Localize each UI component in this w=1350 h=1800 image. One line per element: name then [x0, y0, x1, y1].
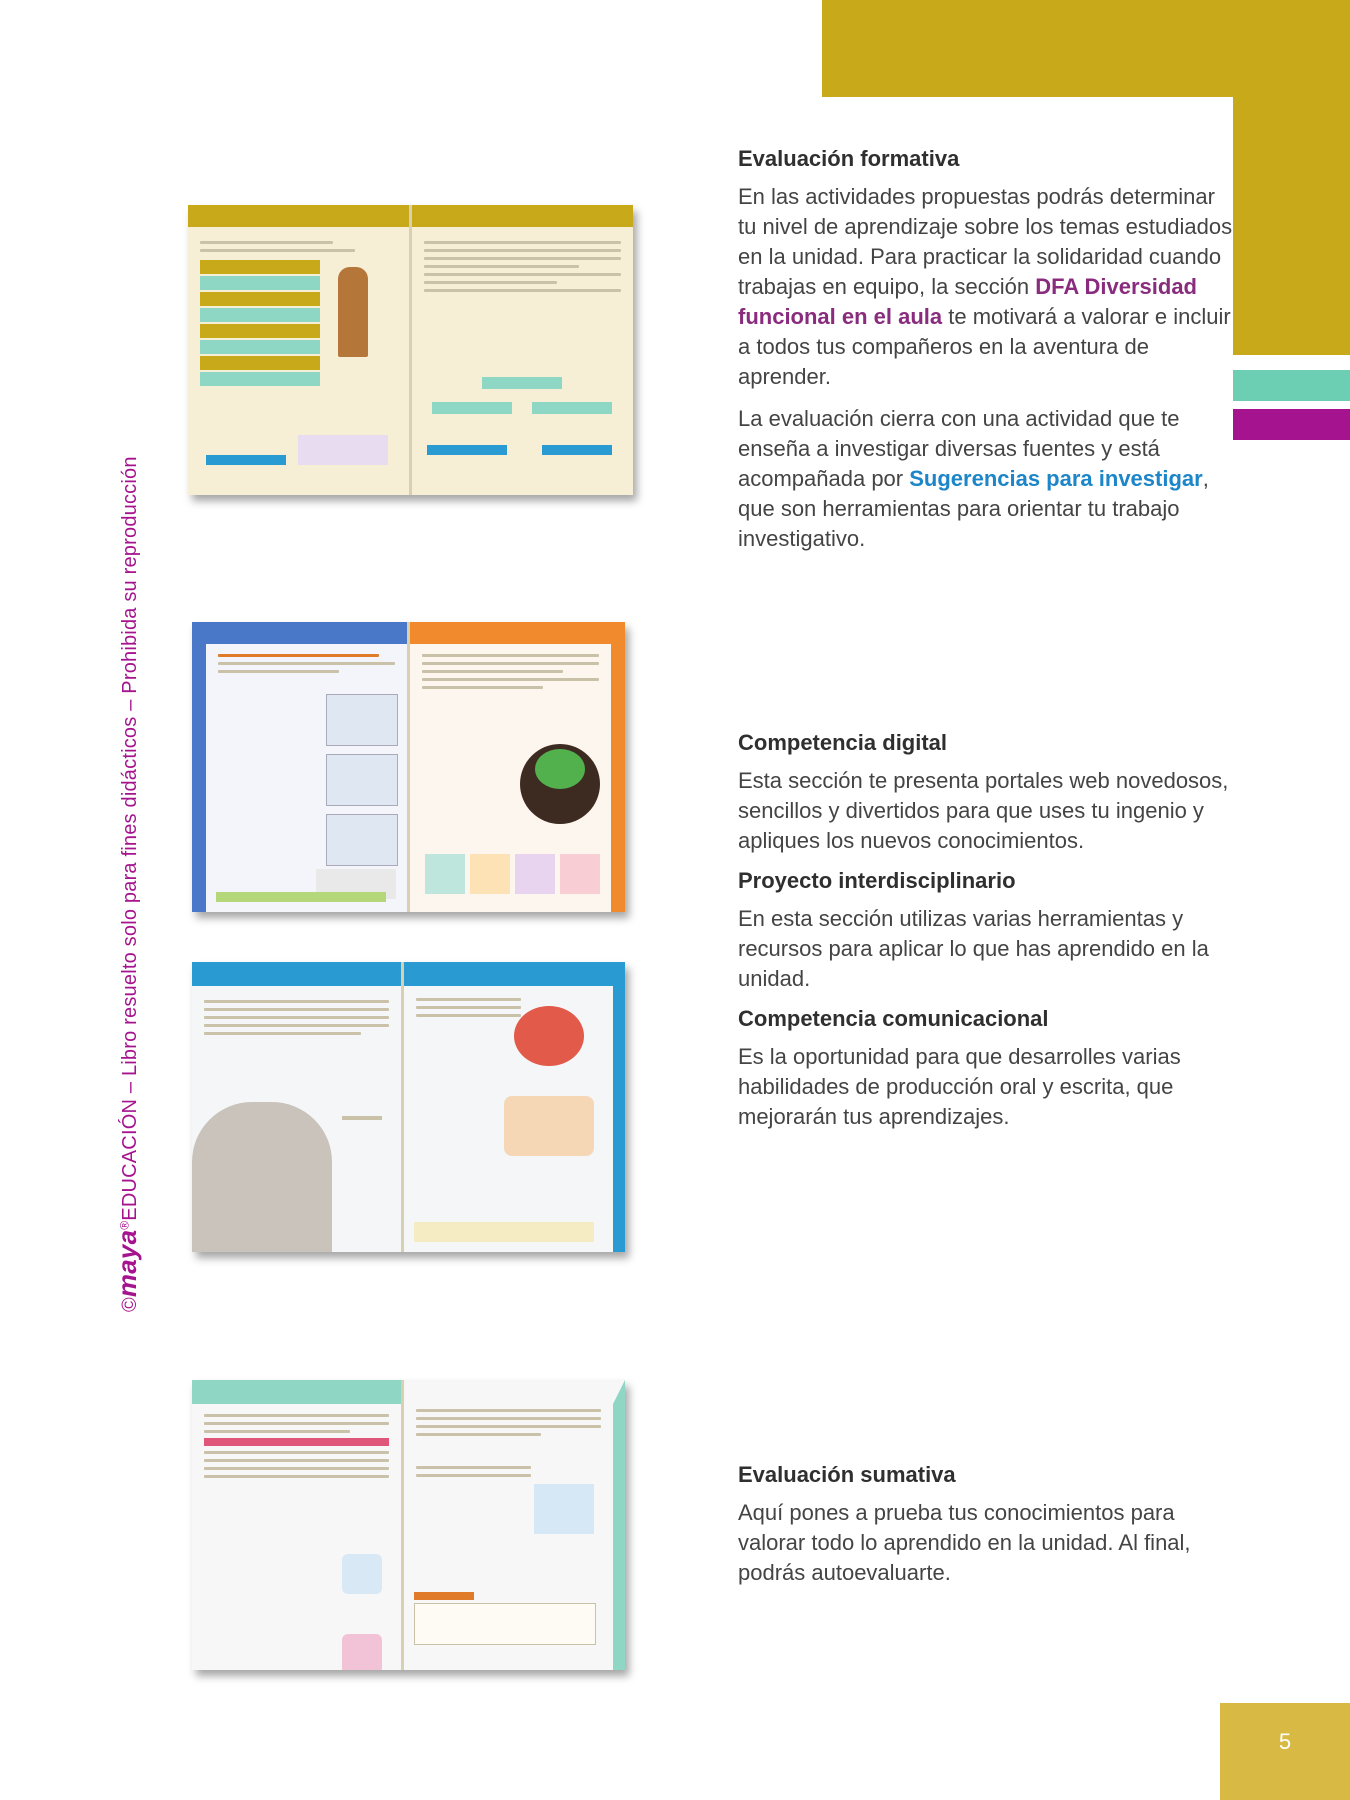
thumb-taller-title: Evaluación formativa: [248, 210, 339, 220]
paragraph-text: La evaluación cierra con una actividad que te enseña a investigar diversas fuentes y está acompañada por: [738, 406, 1180, 491]
section-paragraph: Es la oportunidad para que desarrolles varias habilidades de producción oral y escrita, que mejorarán tus aprendizajes.: [738, 1044, 1181, 1129]
section-title: Competencia comunicacional: [738, 1006, 1049, 1031]
thumbnail-competencia-digital: [192, 622, 625, 912]
paragraph-text: te motivará a valorar e incluir a todos tus compañeros en la aventura de aprender.: [738, 304, 1231, 389]
thumbnail-competencia-comunicacional: [192, 962, 625, 1252]
side-gold-band: [1233, 97, 1350, 355]
copyright-text: EDUCACIÓN – Libro resuelto solo para fines didácticos – Prohibida su reproducción: [119, 456, 141, 1221]
top-gold-band: [822, 0, 1350, 97]
thumb-digital-page: [192, 622, 407, 912]
registered-mark: ®: [117, 1220, 132, 1230]
thumb-sumativa-left: [192, 1380, 401, 1670]
section-paragraph: Aquí pones a prueba tus conocimientos para valorar todo lo aprendido en la unidad. Al final, podrás autoevaluarte.: [738, 1500, 1191, 1585]
magenta-tab: [1233, 409, 1350, 440]
thumb-digital-label: Competencia digital: [216, 627, 302, 637]
dfa-highlight: DFA Diversidad funcional en el aula: [738, 274, 1197, 329]
copyright-sidebar: [112, 456, 143, 1312]
section-title: Evaluación formativa: [738, 146, 960, 171]
thumb-comunicacional-right: [404, 962, 625, 1252]
section-title: Evaluación sumativa: [738, 1462, 956, 1487]
section-evaluacion-sumativa: [738, 1462, 1238, 1600]
page-number-box: [1220, 1703, 1350, 1800]
page-number: 5: [1278, 1729, 1292, 1754]
section-paragraph: Esta sección te presenta portales web novedosos, sencillos y divertidos para que uses tu ingenio y apliques los nuevos conocimientos.: [738, 768, 1229, 853]
teal-tab: [1233, 370, 1350, 401]
paragraph-text: , que son herramientas para orientar tu trabajo investigativo.: [738, 466, 1209, 551]
sugerencias-highlight: Sugerencias para investigar: [909, 466, 1203, 491]
thumbnail-evaluacion-sumativa: [192, 1380, 625, 1670]
thumb-page-right: [412, 205, 633, 495]
thumb-sumativa-right: [404, 1380, 625, 1670]
section-paragraph: [738, 182, 1238, 392]
thumb-page-left: [188, 205, 409, 495]
section-paragraph: [738, 404, 1238, 554]
section-title: Proyecto interdisciplinario: [738, 868, 1016, 893]
section-evaluacion-formativa: [738, 146, 1238, 566]
section-competencia-digital: [738, 730, 1238, 1144]
thumbnail-evaluacion-formativa: [188, 205, 633, 495]
thumb-taller-label: Taller: [206, 210, 230, 220]
thumb-comunicacional-label: Competencia comunicacional: [218, 968, 346, 978]
section-title: Competencia digital: [738, 730, 948, 755]
copyright-symbol: ©: [119, 1297, 141, 1312]
section-paragraph: En esta sección utilizas varias herramientas y recursos para aplicar lo que has aprendido en la unidad.: [738, 906, 1209, 991]
thumb-sumativa-sub: Evaluación sumativa: [232, 1394, 322, 1404]
thumb-proyecto-label: Proyecto interdisciplinario: [424, 627, 538, 637]
thumb-proyecto-page: [410, 622, 625, 912]
thumb-sumativa-label: Compruebo mis aprendizajes: [206, 1384, 332, 1394]
brand-name: maya: [112, 1229, 142, 1298]
paragraph-text: En las actividades propuestas podrás determinar tu nivel de aprendizaje sobre los temas estudiados en la unidad. Para practicar la solidaridad cuando trabajas en equipo, la sección: [738, 184, 1233, 299]
thumb-comunicacional-left: [192, 962, 401, 1252]
